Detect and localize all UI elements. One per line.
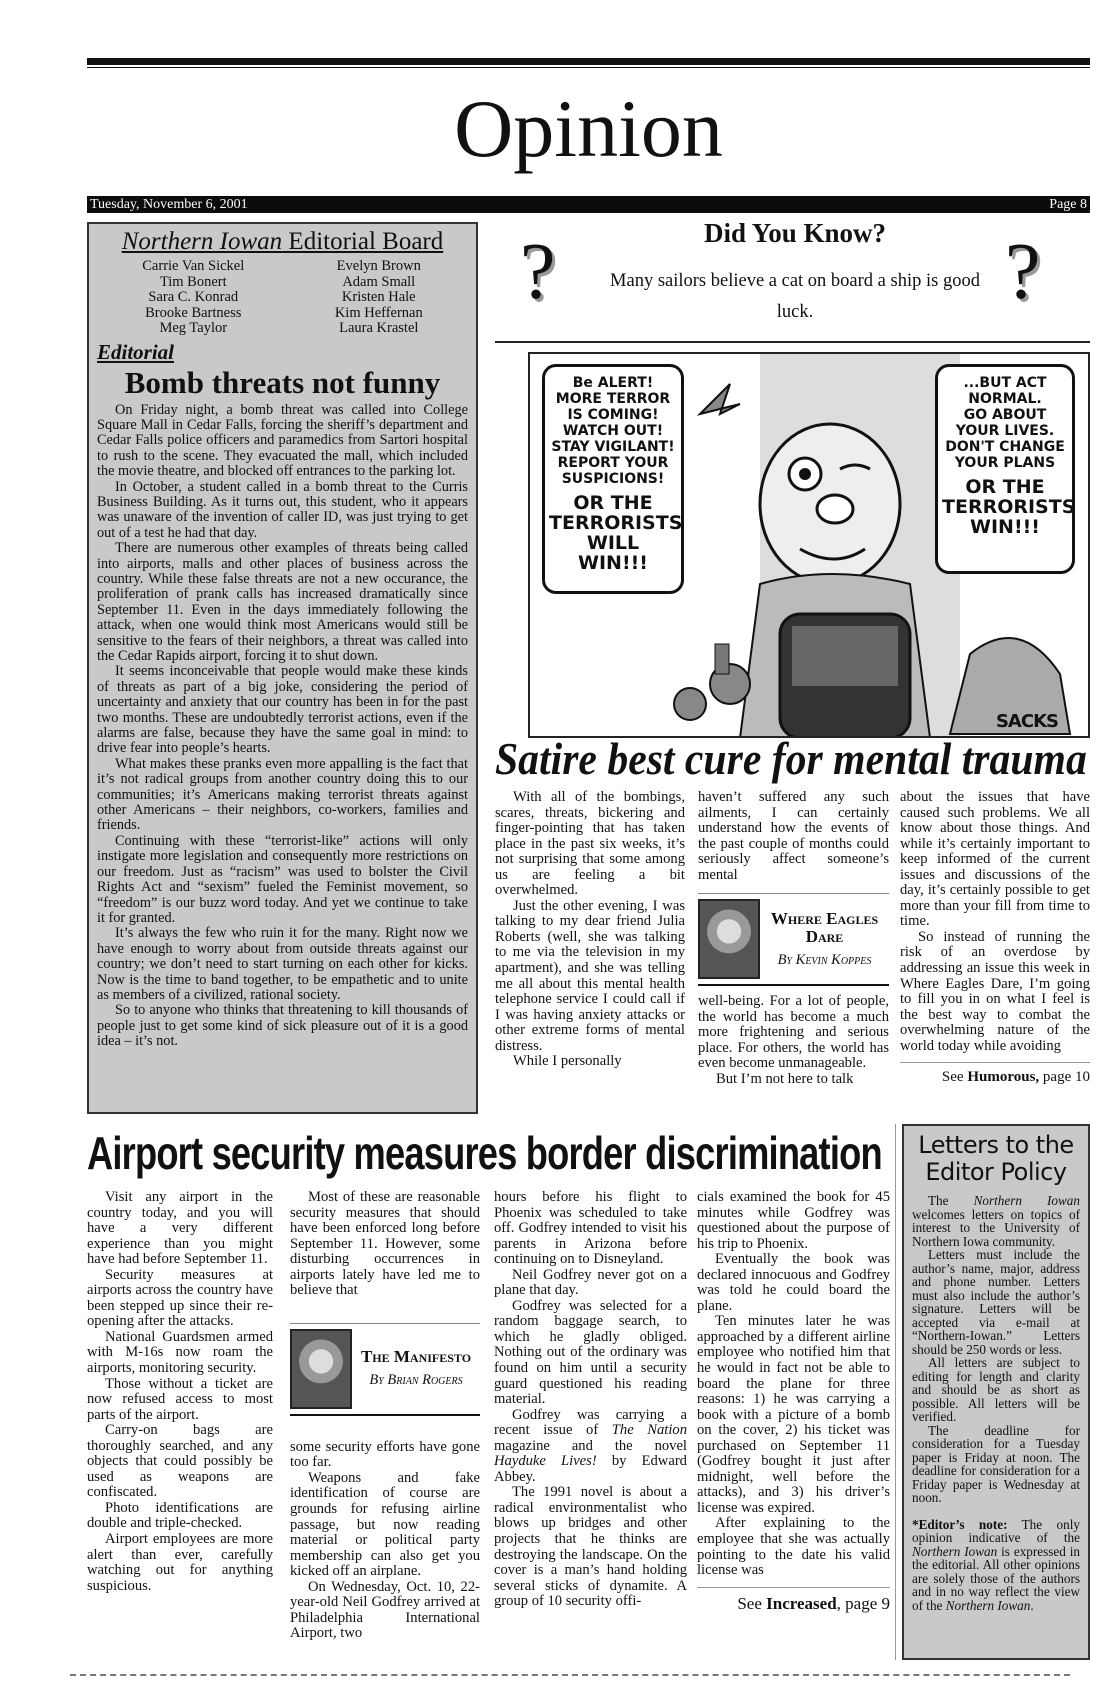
editorial-label: Editorial (97, 339, 175, 364)
editorial-headline: Bomb threats not funny (124, 364, 441, 400)
speech-bubble-line: MORE TERROR IS COMING! (555, 391, 671, 423)
page-number: Page 8 (1049, 197, 1087, 212)
policy-paragraph: All letters are subject to editing for length and clarity and should be as short as possible. All letters will be verified. (912, 1355, 1080, 1424)
satire-column-2-top (698, 790, 889, 883)
editorial-cartoon (528, 352, 1090, 738)
editors-note (912, 1518, 1080, 1613)
speech-bubble-line: Be ALERT! (572, 375, 654, 391)
satire-column-3 (900, 790, 1090, 1120)
columnist-photo (698, 899, 760, 979)
article-paragraph: Ten minutes later he was approached by a different airline employee who notified him that he would in fact not be able to board the plane for three reasons: 1) he was carrying a book with a picture of a bomb on the cover, 2) his ticket was purchased on September 11 (Godfrey bought it just after midnight, well before the attacks), and 3) his driver’s license was expired. (697, 1313, 890, 1516)
divider (495, 341, 1090, 343)
article-paragraph: cials examined the book for 45 minutes while Godfrey was questioned about the purpose of his trip to Phoenix. (697, 1190, 890, 1252)
right-speech-bubble (935, 364, 1075, 574)
speech-bubble-line: OR THE TERRORISTS WILL WIN!!! (549, 492, 683, 574)
editorial-paragraph: It seems inconceivable that people would make these kinds of threats as part of a big joke, considering the period of uncertainty and anxiety that our country has been in for the past two months. These are undoubtedly terrorist actions, even if the alarms are false, because they have the same goal in mind: to drive fear into people’s hearts. (97, 663, 468, 757)
letters-policy-body (912, 1194, 1080, 1505)
article-paragraph: some security efforts have gone too far. (290, 1438, 480, 1471)
policy-paragraph: Letters must include the author’s name, major, address and phone number. Letters must also include the author’s signature. Letters will be accepted via e-mail at “Northern-Iowan.” Letters should be 250 words or less. (912, 1247, 1080, 1357)
airport-column-2-bottom (290, 1440, 480, 1642)
board-members-left (142, 259, 244, 337)
top-rule-thin (87, 67, 1090, 68)
satire-column-3-text (900, 790, 1090, 1054)
editorial-paragraph: There are numerous other examples of threats being called into airports, malls and other places of business across the country. While these false threats are not a new occurance, the proliferation of prank calls has increased dramatically since September 11. Even in the days immediately following the attack, when one would think most Americans would still be sensitive to the fears of their neighbors, a threat was called into the Cedar Rapids airport, forcing it to shut down. (97, 540, 468, 664)
article-paragraph: On Wednesday, Oct. 10, 22-year-old Neil Godfrey arrived at Philadelphia International Airport, two (290, 1578, 480, 1642)
editorial-board-title (97, 228, 468, 256)
speech-bubble-line: WATCH OUT! (562, 423, 664, 439)
board-member: Sara C. Konrad (148, 289, 239, 305)
editorial-box (87, 222, 478, 1114)
jump-post: , page 9 (836, 1593, 890, 1613)
article-paragraph: haven’t suffered any such ailments, I can certainly understand how the events of the past couple of months could seriously affect someone’s mental (698, 790, 889, 883)
board-title-rest: Editorial Board (282, 228, 444, 255)
board-member: Evelyn Brown (336, 258, 421, 274)
top-rule (87, 58, 1090, 65)
board-member: Tim Bonert (159, 273, 227, 290)
policy-paragraph: The Northern Iowan welcomes letters on topics of interest to the University of Northern Iowa community. (912, 1193, 1080, 1249)
article-paragraph: Visit any airport in the country today, and you will have a very different experience than you might have had before September 11. (87, 1190, 273, 1268)
jump-pre: See (737, 1593, 767, 1613)
article-paragraph: National Guardsmen armed with M-16s now roam the airports, monitoring security. (87, 1328, 273, 1377)
date-bar (87, 196, 1090, 213)
bottom-rule (70, 1674, 1070, 1676)
columnist-photo (290, 1329, 352, 1409)
editorial-paragraph: So to anyone who thinks that threatening to kill thousands of people just to get some kind of sick pleasure out of it is a good idea – it’s not. (97, 1002, 468, 1050)
editorial-paragraph: It’s always the few who ruin it for the many. Right now we have enough to worry about from outside threats against our country; we don’t need to start turning on each other for kicks. Now is the time to band together, to be empathetic and to unite as members of a civilized, rational society. (97, 925, 468, 1003)
editors-note-label: *Editor’s note: (912, 1516, 1008, 1532)
editorial-paragraph: On Friday night, a bomb threat was called into College Square Mall in Cedar Falls, forcing the sheriff’s department and Cedar Falls police officers and paramedics from Sartori hospital to rush to the scene. They evacuated the mall, which included the movie theatre, and blocked off entrances to the parking lot. (97, 401, 468, 480)
speech-bubble-line: GO ABOUT YOUR LIVES. (955, 407, 1055, 439)
did-you-know-text: Many sailors believe a cat on board a ship is good luck. (610, 271, 980, 322)
article-paragraph: about the issues that have caused such problems. We all know about those things. And while it’s certainly important to keep informed of the current issues and discussions of the day, it’s certainly possible to get more than your fill from time to time. (900, 790, 1090, 930)
cartoonist-signature: SACKS (995, 711, 1058, 732)
airport-headline: Airport security measures border discrimination (87, 1127, 882, 1179)
satire-headline: Satire best cure for mental trauma (495, 734, 1087, 784)
question-mark-icon: ? (1005, 228, 1041, 316)
article-paragraph: well-being. For a lot of people, the world has become a much more frightening and serious place. For others, the world has even become unmanageable. (698, 993, 889, 1072)
speech-bubble-line: ...BUT ACT NORMAL. (963, 375, 1047, 407)
jump-pre: See (941, 1069, 968, 1086)
speech-bubble-line: OR THE TERRORISTS WIN!!! (942, 476, 1076, 538)
article-paragraph: Photo identifications are double and triple-checked. (87, 1499, 273, 1532)
editors-note-text: The only opinion indicative of the Northern Iowan is expressed in the editorial. All other opinions are solely those of the authors and in no way reflect the view of the Northern Iowan. (912, 1516, 1080, 1613)
question-mark-icon: ? (520, 228, 556, 316)
board-member: Adam Small (342, 273, 416, 290)
jump-word: Humorous, (967, 1069, 1040, 1086)
article-paragraph: The 1991 novel is about a radical environmentalist who blows up bridges and other projects that he thinks are destroying the landscape. On the cover is a man’s hand holding several sticks of dynamite. A group of 10 security offi- (494, 1484, 687, 1610)
article-paragraph: But I’m not here to talk (716, 1071, 854, 1088)
letters-policy-box (902, 1124, 1090, 1660)
columnist-box (698, 893, 889, 986)
article-paragraph: Security measures at airports across the country have been stepped up since their re-opening after the attacks. (87, 1266, 273, 1330)
column-byline: By Brian Rogers (369, 1372, 463, 1389)
jump-post: page 10 (1039, 1069, 1090, 1086)
article-paragraph: hours before his flight to Phoenix was scheduled to take off. Godfrey intended to visit his parents in Arizona before continuing on to Disneyland. (494, 1190, 687, 1268)
board-member: Kristen Hale (341, 289, 416, 305)
did-you-know-title: Did You Know? (703, 218, 887, 248)
article-paragraph: While I personally (513, 1053, 622, 1070)
jump-word: Increased (766, 1593, 837, 1613)
speech-bubble-line: STAY VIGILANT! (551, 439, 675, 455)
column-byline: By Kevin Koppes (777, 951, 872, 968)
satire-column-2-bottom (698, 994, 889, 1087)
article-paragraph: Carry-on bags are thoroughly searched, and any objects that could possibly be used as weapons are confiscated. (87, 1422, 273, 1501)
jump-link-increased[interactable] (697, 1587, 890, 1614)
article-paragraph: Just the other evening, I was talking to my dear friend Julia Roberts (well, she was talking to me via the television in my apartment), and she was telling me all about this mental health telephone service I could call if I was having anxiety attacks or other extreme forms of mental distress. (495, 897, 685, 1054)
board-member: Meg Taylor (159, 320, 228, 336)
editorial-paragraph: Continuing with these “terrorist-like” actions will only instigate more legislation and consequently more restrictions on our freedom. Just as “racism” was used to bolster the Civil Rights Act and “sexism” fueled the Feminist movement, so “freedom” is our buzz word today. And yet we continue to take it for granted. (97, 832, 468, 926)
article-paragraph: Airport employees are more alert than ever, carefully watching out for anything suspicious. (87, 1531, 273, 1594)
article-paragraph: With all of the bombings, scares, threats, bickering and finger-pointing that has taken place in the past six weeks, it’s not surprising that some among us are feeling a bit overwhelmed. (495, 790, 685, 899)
airport-column-4 (697, 1190, 890, 1660)
airport-column-1 (87, 1190, 273, 1660)
article-paragraph: Weapons and fake identification of course are grounds for refusing airline passage, but now reading material or political party membership can also get you kicked off an airplane. (290, 1469, 480, 1580)
article-paragraph: So instead of running the risk of an overdose by addressing an issue this week in Where Eagles Dare, I’m going to fill you in on what I feel is the best way to combat the overwhelming nature of the world today while avoiding (900, 928, 1090, 1054)
editorial-body (97, 403, 468, 1050)
editorial-paragraph: In October, a student called in a bomb threat to the Curris Business Building. As it turns out, this student, who it appears was unaware of the invention of caller ID, was just trying to get out of a test he had that day. (97, 478, 468, 541)
airport-column-4-text (697, 1190, 890, 1579)
board-member: Brooke Bartness (145, 304, 242, 321)
column-title: Where Eagles Dare (770, 908, 879, 946)
jump-link-humorous[interactable] (900, 1062, 1090, 1086)
board-member: Carrie Van Sickel (142, 258, 245, 274)
speech-bubble-line: REPORT YOUR SUSPICIONS! (557, 455, 669, 487)
article-paragraph: Those without a ticket are now refused access to most parts of the airport. (87, 1375, 273, 1423)
issue-date: Tuesday, November 6, 2001 (90, 197, 248, 212)
paper-name: Northern Iowan (121, 228, 283, 255)
letters-policy-title: Letters to the Editor Policy (918, 1131, 1074, 1186)
airport-column-2 (290, 1190, 480, 1660)
article-paragraph: After explaining to the employee that she was actually pointing to the date his valid license was (697, 1515, 890, 1579)
column-title: The Manifesto (360, 1347, 472, 1367)
speech-bubble-line: DON'T CHANGE YOUR PLANS (945, 439, 1065, 471)
left-speech-bubble (542, 364, 684, 594)
article-paragraph: Godfrey was carrying a recent issue of The Nation magazine and the novel Hayduke Lives! by Edward Abbey. (494, 1406, 687, 1485)
article-paragraph: Neil Godfrey never got on a plane that day. (494, 1266, 687, 1299)
editorial-paragraph: What makes these pranks even more appalling is the fact that it’s not radical groups from another country doing this to our communities; it’s Americans making terrorist threats against other Americans – their neighbors, co-workers, families and friends. (97, 755, 468, 834)
satire-column-2 (698, 790, 889, 1120)
section-title: Opinion (454, 83, 723, 174)
board-members (97, 259, 468, 337)
article-paragraph: Godfrey was selected for a random baggage search, to which he gladly obliged. Nothing out of the ordinary was found on him until a security guard questioned his reading material. (494, 1297, 687, 1408)
board-member: Kim Heffernan (334, 304, 423, 321)
columnist-box (290, 1323, 480, 1416)
airport-column-3 (494, 1190, 687, 1660)
column-divider (895, 1124, 896, 1660)
article-paragraph: Most of these are reasonable security measures that should have been enforced long before September 11. However, some disturbing occurrences in airports lately have led me to believe that (290, 1190, 480, 1299)
board-member: Laura Krastel (339, 320, 419, 336)
article-paragraph: Eventually the book was declared innocuous and Godfrey was told he could board the plane. (697, 1251, 890, 1314)
policy-paragraph: The deadline for consideration for a Tuesday paper is Friday at noon. The deadline for consideration for a Friday paper is Wednesday at noon. (912, 1422, 1080, 1505)
board-members-right (335, 259, 423, 337)
satire-column-1 (495, 790, 685, 1120)
airport-column-2-top (290, 1190, 480, 1299)
